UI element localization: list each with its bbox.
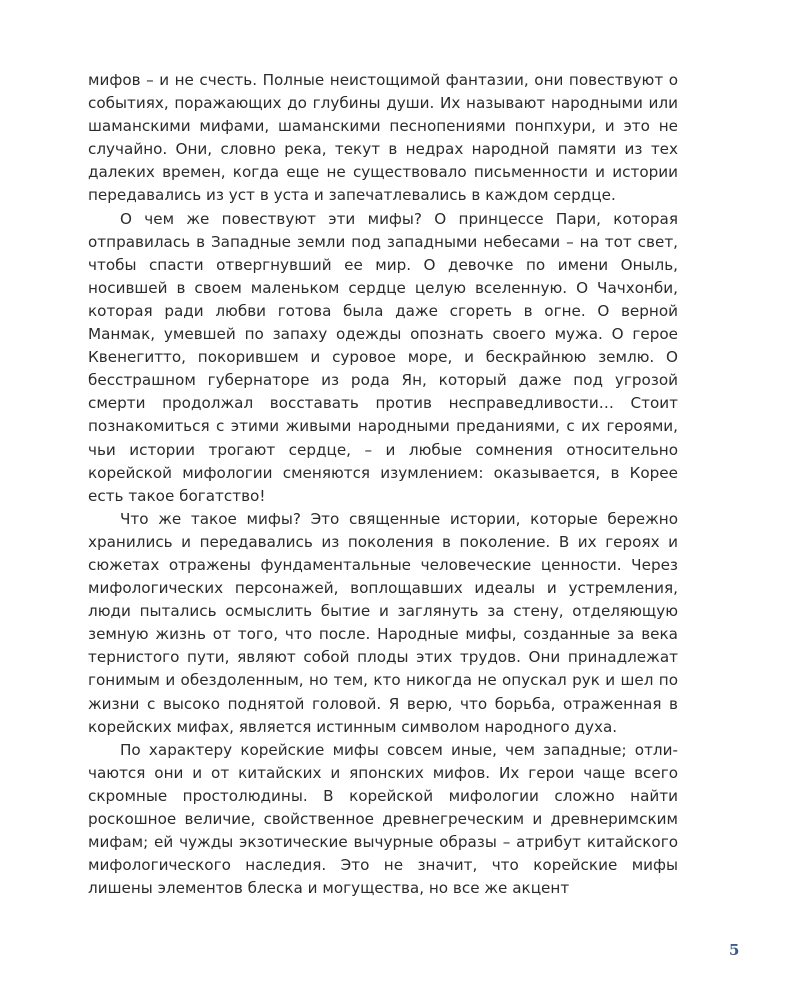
paragraph-2: О чем же повествуют эти мифы? О принцессе Пари, которая отправилась в Западные земли под западными небесами – на тот свет, чтобы спасти отвергнувший ее мир. О девочке по имени Оныль, носившей в своем маленьком сердце целую вселенную. О Чачхонби, которая ради любви готова была даже сгореть в огне. О верной Манмак, умевшей по запаху одежды опознать своего мужа. О герое Квенегитто, покорившем и суровое море, и бескрайнюю землю. О бесстрашном губернаторе из рода Ян, который даже под угрозой смерти продолжал восставать против несправедливости… Стоит познакомиться с этими живыми народными преданиями, с их героями, чьи истории трогают сердце, – и любые сомнения относительно корейской мифологии сменяются изумлением: оказывается, в Корее есть такое богатство! — [88, 209, 678, 505]
body-text — [88, 69, 678, 900]
page-number: 5 — [729, 941, 740, 959]
paragraph-1: мифов – и не счесть. Полные неистощимой фантазии, они повествуют о событиях, поражающих до глубины души. Их называют народными или шаманскими мифами, шаманскими песнопениями понпхури, и это не случайно. Они, словно река, текут в недрах народной памяти из тех далеких времен, когда еще не существовало письменности и истории передавались из уст в уста и запечатлевались в каждом сердце. — [88, 71, 678, 205]
paragraph-4: По характеру корейские мифы совсем иные, чем западные; отличаются они и от китайских и японских мифов. Их герои чаще всего скромные простолюдины. В корейской мифологии сложно найти роскошное величие, свойственное древнегреческим и древнеримским мифам; ей чужды экзотические вычурные образы – атрибут китайского мифологического наследия. Это не значит, что корейские мифы лишены элементов блеска и могущества, но все же акцент — [88, 740, 678, 898]
paragraph-3: Что же такое мифы? Это священные истории, которые бережно хранились и передавались из поколения в поколение. В их героях и сюжетах отражены фундаментальные человеческие ценности. Через мифологических персонажей, воплощавших идеалы и устремления, люди пытались осмыслить бытие и заглянуть за стену, отделяющую земную жизнь от того, что после. Народные мифы, созданные за века тернистого пути, являют собой плоды этих трудов. Они принадлежат гонимым и обездоленным, но тем, кто никогда не опускал рук и шел по жизни с высоко поднятой головой. Я верю, что борьба, отраженная в корейских мифах, является истинным символом народного духа. — [88, 509, 678, 736]
